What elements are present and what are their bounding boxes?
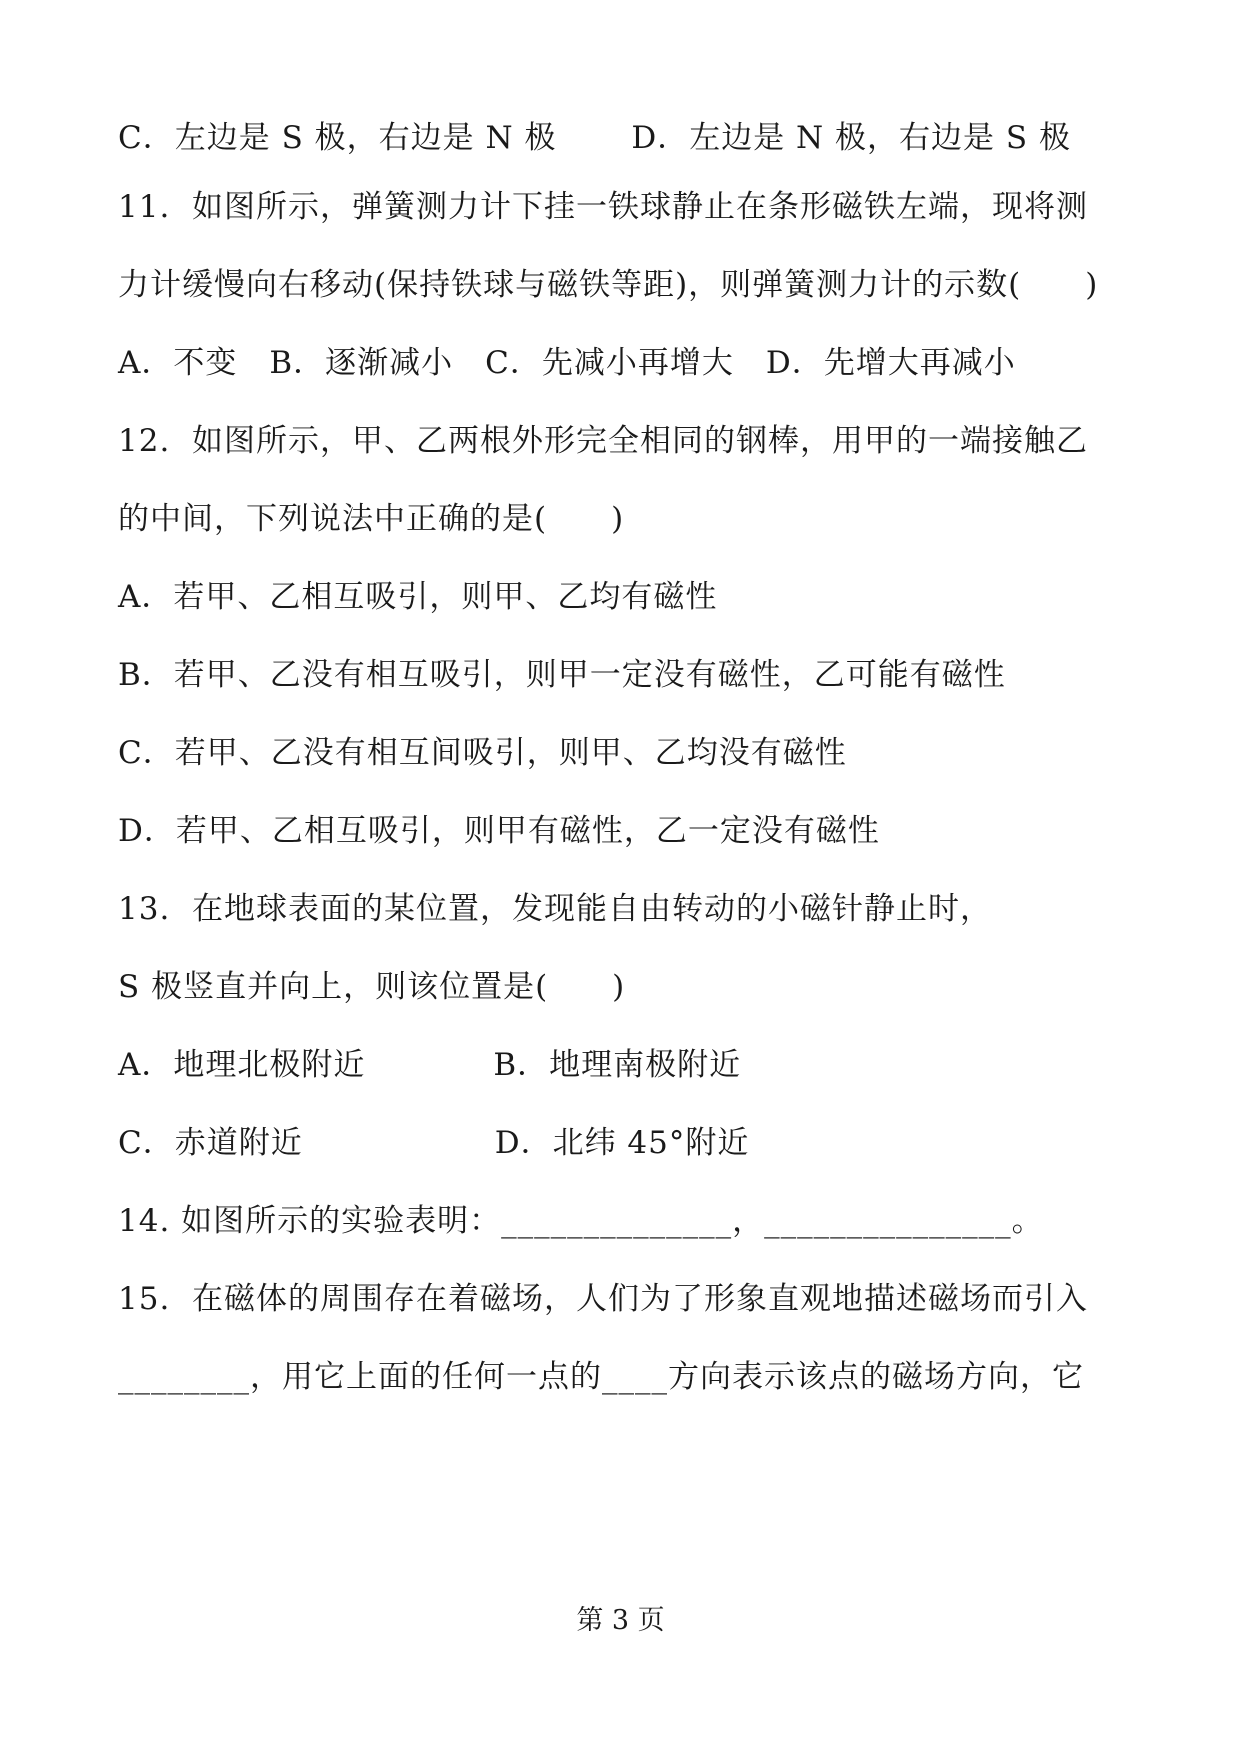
question-11-options: A．不变 B．逐渐减小 C．先减小再增大 D．先增大再减小 — [118, 345, 1016, 381]
question-14: 14. 如图所示的实验表明：______________，_______________。 — [118, 1203, 1044, 1239]
question-11-line-1: 11. 如图所示，弹簧测力计下挂一铁球静止在条形磁铁左端，现将测 — [118, 189, 1089, 225]
question-12-line-1: 12. 如图所示，甲、乙两根外形完全相同的钢棒，用甲的一端接触乙 — [118, 423, 1089, 459]
question-13-line-2: S 极竖直并向上，则该位置是( ) — [118, 969, 626, 1005]
question-12-option-c: C．若甲、乙没有相互间吸引，则甲、乙均没有磁性 — [118, 735, 847, 771]
question-12-option-a: A．若甲、乙相互吸引，则甲、乙均有磁性 — [118, 579, 718, 615]
option-line-10cd: C．左边是 S 极，右边是 N 极 D．左边是 N 极，右边是 S 极 — [118, 120, 1071, 156]
question-15-line-2: ________，用它上面的任何一点的____方向表示该点的磁场方向，它 — [118, 1359, 1084, 1395]
question-12-line-2: 的中间，下列说法中正确的是( ) — [118, 501, 625, 537]
question-13-options-cd: C．赤道附近 D．北纬 45°附近 — [118, 1125, 750, 1161]
question-12-option-b: B．若甲、乙没有相互吸引，则甲一定没有磁性，乙可能有磁性 — [118, 657, 1006, 693]
question-15-line-1: 15. 在磁体的周围存在着磁场，人们为了形象直观地描述磁场而引入 — [118, 1281, 1089, 1317]
question-13-options-ab: A．地理北极附近 B．地理南极附近 — [118, 1047, 742, 1083]
question-11-line-2: 力计缓慢向右移动(保持铁球与磁铁等距)，则弹簧测力计的示数( ) — [118, 267, 1099, 303]
question-12-option-d: D．若甲、乙相互吸引，则甲有磁性，乙一定没有磁性 — [118, 813, 880, 849]
page-number: 第 3 页 — [576, 1605, 665, 1636]
question-13-line-1: 13. 在地球表面的某位置，发现能自由转动的小磁针静止时， — [118, 891, 993, 927]
